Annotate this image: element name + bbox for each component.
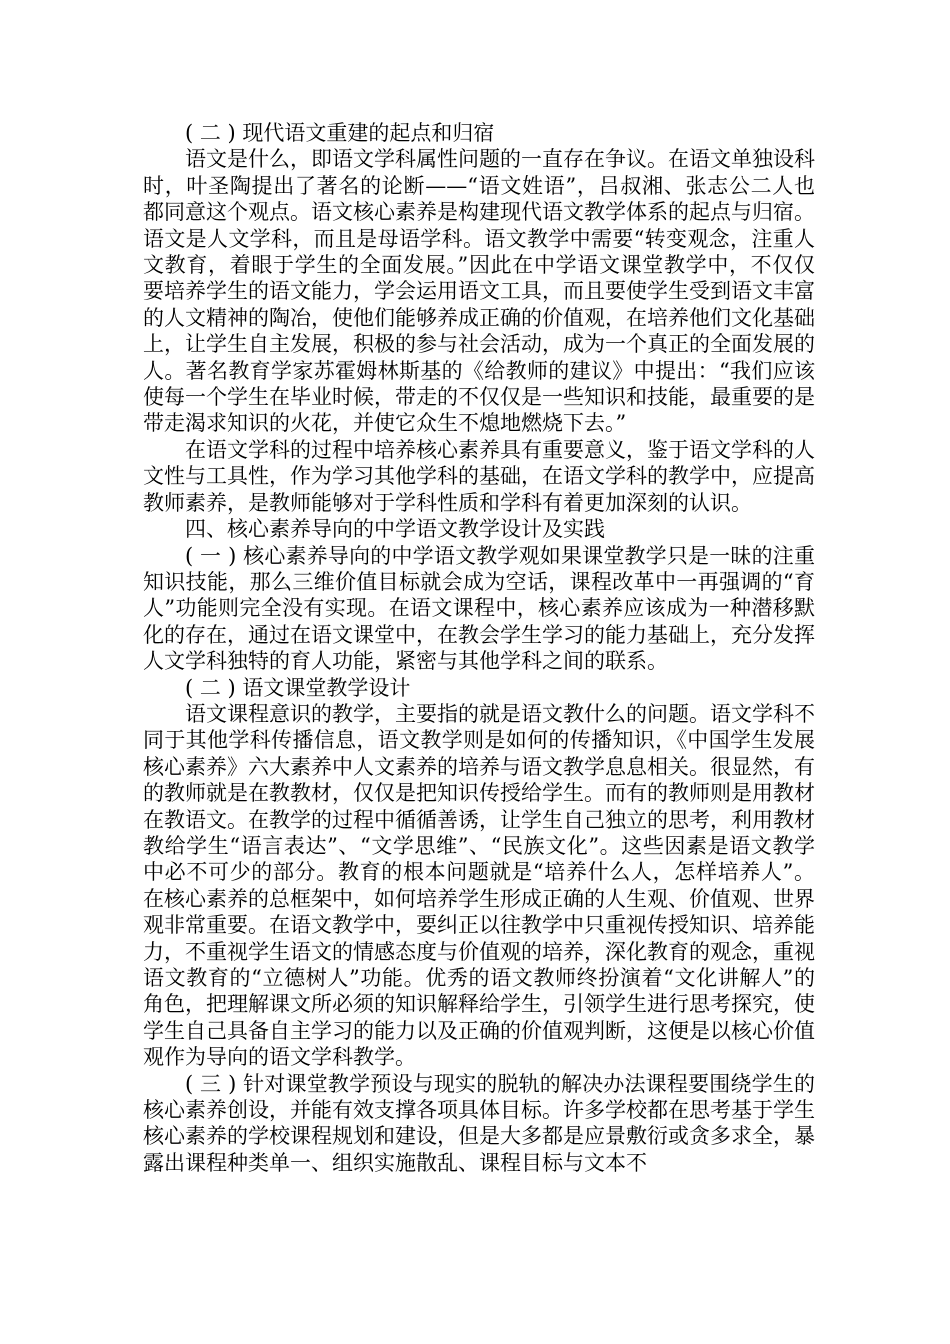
section-heading-classroom-design: ( 二 ) 语文课堂教学设计 bbox=[185, 675, 411, 700]
paragraph-what-is-chinese: 语文是什么，即语文学科属性问题的一直存在争议。在语文单独设科时，叶圣陶提出了著名的论断——“语文姓语”，吕叔湘、张志公二人也都同意这个观点。语文核心素养是构建现代语文教学体系的起点与归宿。语文是人文学科，而且是母语学科。语文教学中需要“转变观念，注重人文教育，着眼于学生的全面发展。”因此在中学语文课堂教学中，不仅仅要培养学生的语文能力，学会运用语文工具，而且要使学生受到语文丰富的人文精神的陶冶，使他们能够养成正确的价值观，在培养他们文化基础上，让学生自主发展，积极的参与社会活动，成为一个真正的全面发展的人。著名教育学家苏霍姆林斯基的《给教师的建议》中提出：“我们应该使每一个学生在毕业时候，带走的不仅仅是一些知识和技能，最重要的是带走渴求知识的火花，并使它众生不熄地燃烧下去。” bbox=[143, 147, 815, 436]
section-heading-four: 四、核心素养导向的中学语文教学设计及实践 bbox=[185, 517, 605, 542]
section-heading-modern-chinese: ( 二 ) 现代语文重建的起点和归宿 bbox=[185, 121, 495, 145]
paragraph-core-literacy-importance: 在语文学科的过程中培养核心素养具有重要意义，鉴于语文学科的人文性与工具性，作为学习其他学科的基础，在语文学科的教学中，应提高教师素养，是教师能够对于学科性质和学科有着更加深刻的认识。 bbox=[143, 437, 815, 515]
document-body bbox=[143, 120, 815, 1176]
paragraph-curriculum-awareness: 语文课程意识的教学，主要指的就是语文教什么的问题。语文学科不同于其他学科传播信息，语文教学则是如何的传播知识，《中国学生发展核心素养》六大素养中人文素养的培养与语文教学息息相关。很显然，有的教师就是在教教材，仅仅是把知识传授给学生。而有的教师则是用教材在教语文。在教学的过程中循循善诱，让学生自己独立的思考，利用教材教给学生“语言表达”、“文学思维”、“民族文化”。这些因素是语文教学中必不可少的部分。教育的根本问题就是“培养什么人，怎样培养人”。在核心素养的总框架中，如何培养学生形成正确的人生观、价值观、世界观非常重要。在语文教学中，要纠正以往教学中只重视传授知识、培养能力，不重视学生语文的情感态度与价值观的培养，深化教育的观念，重视语文教育的“立德树人”功能。优秀的语文教师终扮演着“文化讲解人”的角色，把理解课文所必须的知识解释给学生，引领学生进行思考探究，使学生自己具备自主学习的能力以及正确的价值观判断，这便是以核心价值观作为导向的语文学科教学。 bbox=[143, 701, 815, 1070]
paragraph-solution: ( 三 ) 针对课堂教学预设与现实的脱轨的解决办法课程要围绕学生的核心素养创设，并能有效支撑各项具体目标。许多学校都在思考基于学生核心素养的学校课程规划和建设，但是大多都是应景敷衍或贪多求全，暴露出课程种类单一、组织实施散乱、课程目标与文本不 bbox=[143, 1071, 815, 1175]
paragraph-teaching-view: ( 一 ) 核心素养导向的中学语文教学观如果课堂教学只是一昧的注重知识技能，那么三维价值目标就会成为空话，课程改革中一再强调的“育人”功能则完全没有实现。在语文课程中，核心素养应该成为一种潜移默化的存在，通过在语文课堂中，在教会学生学习的能力基础上，充分发挥人文学科独特的育人功能，紧密与其他学科之间的联系。 bbox=[143, 543, 815, 674]
